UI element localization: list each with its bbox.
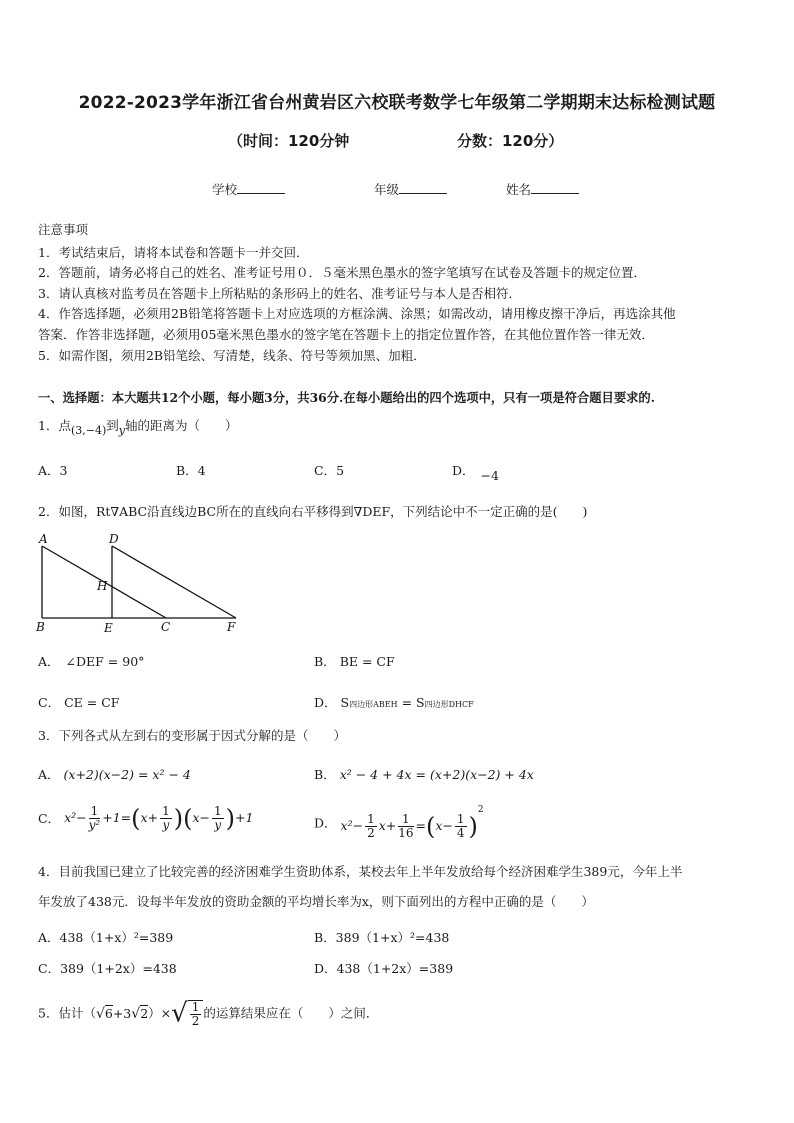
triangle-lines: [42, 546, 236, 618]
q2-option-b-expr: BE = CF: [339, 654, 395, 669]
q3-option-b-label: B．: [314, 767, 336, 782]
label-a: A: [39, 532, 48, 546]
q1-text-a: 1．点: [38, 418, 71, 433]
question-3-stem: 3．下列各式从左到右的变形属于因式分解的是（ ）: [38, 728, 346, 743]
q2-option-d-sub2: 四边形DHCF: [424, 700, 474, 709]
label-c: C: [161, 620, 171, 634]
name-field[interactable]: [506, 180, 579, 198]
q2-option-a[interactable]: [38, 652, 144, 670]
q1-option-a[interactable]: A．3: [38, 463, 68, 478]
question-1-stem: [38, 418, 238, 437]
q1-text-b: 到: [106, 418, 119, 433]
q2-option-b[interactable]: [314, 652, 395, 670]
exam-score: 分数：120分）: [457, 132, 564, 150]
q1-text-c: 轴的距离为（ ）: [124, 418, 238, 433]
question-5-stem: [38, 1000, 378, 1027]
q4-option-d[interactable]: D．438（1+2x）=389: [314, 961, 454, 976]
section-heading: 一、选择题：本大题共12个小题，每小题3分，共36分.在每小题给出的四个选项中，只有一项是符合题目要求的.: [38, 390, 656, 405]
q2-option-d[interactable]: [314, 693, 474, 711]
q3-option-c-expr: x²− $\frac{1}{\text{y²}}$ +1=(x+ $\frac{1}{y}$ )(x− $\frac{1}{y}$ )+1: [64, 804, 254, 833]
q3-option-b[interactable]: [314, 765, 534, 783]
q2-option-d-s2: = S: [397, 695, 425, 710]
q2-option-a-expr: ∠DEF = 90°: [65, 654, 145, 669]
q1-point: (3,−4): [70, 424, 107, 437]
q5-sqrt-expr: √6+3√2: [95, 1005, 149, 1022]
school-field[interactable]: [212, 180, 285, 198]
notice-item: 答案．作答非选择题，必须用05毫米黑色墨水的签字笔在答题卡上的指定位置作答，在其他位置作答一律无效．: [38, 327, 654, 342]
q2-option-d-label: D．: [314, 695, 337, 710]
school-blank[interactable]: [237, 181, 285, 194]
name-label: 姓名: [506, 182, 532, 197]
notice-item: 4．作答选择题，必须用2B铅笔将答题卡上对应选项的方框涂满、涂黑；如需改动，请用橡皮擦干净后，再选涂其他: [38, 306, 676, 321]
label-h: H: [97, 579, 108, 593]
name-blank[interactable]: [531, 181, 579, 194]
q4-option-c[interactable]: C．389（1+2x）=438: [38, 961, 177, 976]
q2-option-c-expr: CE = CF: [64, 695, 120, 710]
q3-option-d[interactable]: [314, 805, 484, 840]
question-4-line-1: 4．目前我国已建立了比较完善的经济困难学生资助体系，某校去年上半年发放给每个经济困难学生389元，今年上半: [38, 864, 683, 879]
q5-text-b: ）×: [148, 1005, 172, 1021]
q5-text-c: 的运算结果应在（ ）之间．: [203, 1005, 379, 1021]
q3-option-d-expr: x²− $\frac{1}{2}$ x+ $\frac{1}{16}$ =(x− $\frac{1}{4}$ )$^2$: [340, 805, 484, 841]
grade-field[interactable]: [374, 180, 447, 198]
q3-option-b-expr: x² − 4 + 4x = (x+2)(x−2) + 4x: [339, 767, 534, 782]
q2-option-a-label: A．: [38, 654, 60, 669]
question-4-line-2: 年发放了438元．设每半年发放的资助金额的平均增长率为x，则下面列出的方程中正确的是（ ）: [38, 894, 594, 909]
q1-option-d[interactable]: [452, 461, 499, 483]
q3-option-c-label: C．: [38, 811, 61, 827]
q1-option-d-label: D．: [452, 463, 475, 478]
q3-option-a-label: A．: [38, 767, 60, 782]
q2-option-c[interactable]: [38, 693, 119, 711]
segment-df: [112, 546, 236, 618]
exam-title: 2022-2023学年浙江省台州黄岩区六校联考数学七年级第二学期期末达标检测试题: [78, 93, 716, 113]
label-f: F: [227, 620, 236, 634]
label-e: E: [104, 621, 113, 635]
q2-option-b-label: B．: [314, 654, 336, 669]
q3-option-a-expr: (x+2)(x−2) = x² − 4: [63, 767, 191, 782]
q2-figure: [30, 532, 250, 636]
q2-option-c-label: C．: [38, 695, 61, 710]
q3-option-c[interactable]: [38, 805, 253, 831]
q1-option-b[interactable]: B．4: [176, 463, 206, 478]
notice-item: 2．答题前，请务必将自己的姓名、准考证号用０．５毫米黑色墨水的签字笔填写在试卷及答题卡的规定位置．: [38, 265, 646, 280]
q5-sqrt-half: √ $\frac{1}{2}$: [171, 1000, 203, 1027]
grade-blank[interactable]: [399, 181, 447, 194]
q4-option-b[interactable]: B．389（1+x）²=438: [314, 930, 450, 945]
q4-option-a[interactable]: A．438（1+x）²=389: [38, 930, 174, 945]
q2-option-d-sub1: 四边形ABEH: [349, 700, 398, 709]
q2-option-d-s1: S: [340, 695, 350, 710]
notice-item: 5．如需作图，须用2B铅笔绘、写清楚，线条、符号等须加黑、加粗．: [38, 348, 426, 363]
q1-option-d-value: −4: [480, 468, 499, 483]
grade-label: 年级: [374, 182, 400, 197]
notice-heading: 注意事项: [38, 222, 89, 237]
exam-time: （时间：120分钟: [228, 132, 350, 150]
q3-option-d-label: D．: [314, 815, 337, 831]
q3-option-a[interactable]: [38, 765, 191, 783]
school-label: 学校: [212, 182, 238, 197]
label-d: D: [109, 532, 119, 546]
question-2-stem: 2．如图，Rt∇ABC沿直线边BC所在的直线向右平移得到∇DEF，下列结论中不一定正确的是( ): [38, 504, 588, 519]
q5-text-a: 5．估计（: [38, 1005, 96, 1021]
notice-item: 3．请认真核对监考员在答题卡上所粘贴的条形码上的姓名、准考证号与本人是否相符．: [38, 286, 521, 301]
label-b: B: [36, 620, 45, 634]
q1-option-c[interactable]: C．5: [314, 463, 345, 478]
q1-axis: y: [118, 424, 125, 437]
notice-item: 1．考试结束后，请将本试卷和答题卡一并交回．: [38, 245, 309, 260]
